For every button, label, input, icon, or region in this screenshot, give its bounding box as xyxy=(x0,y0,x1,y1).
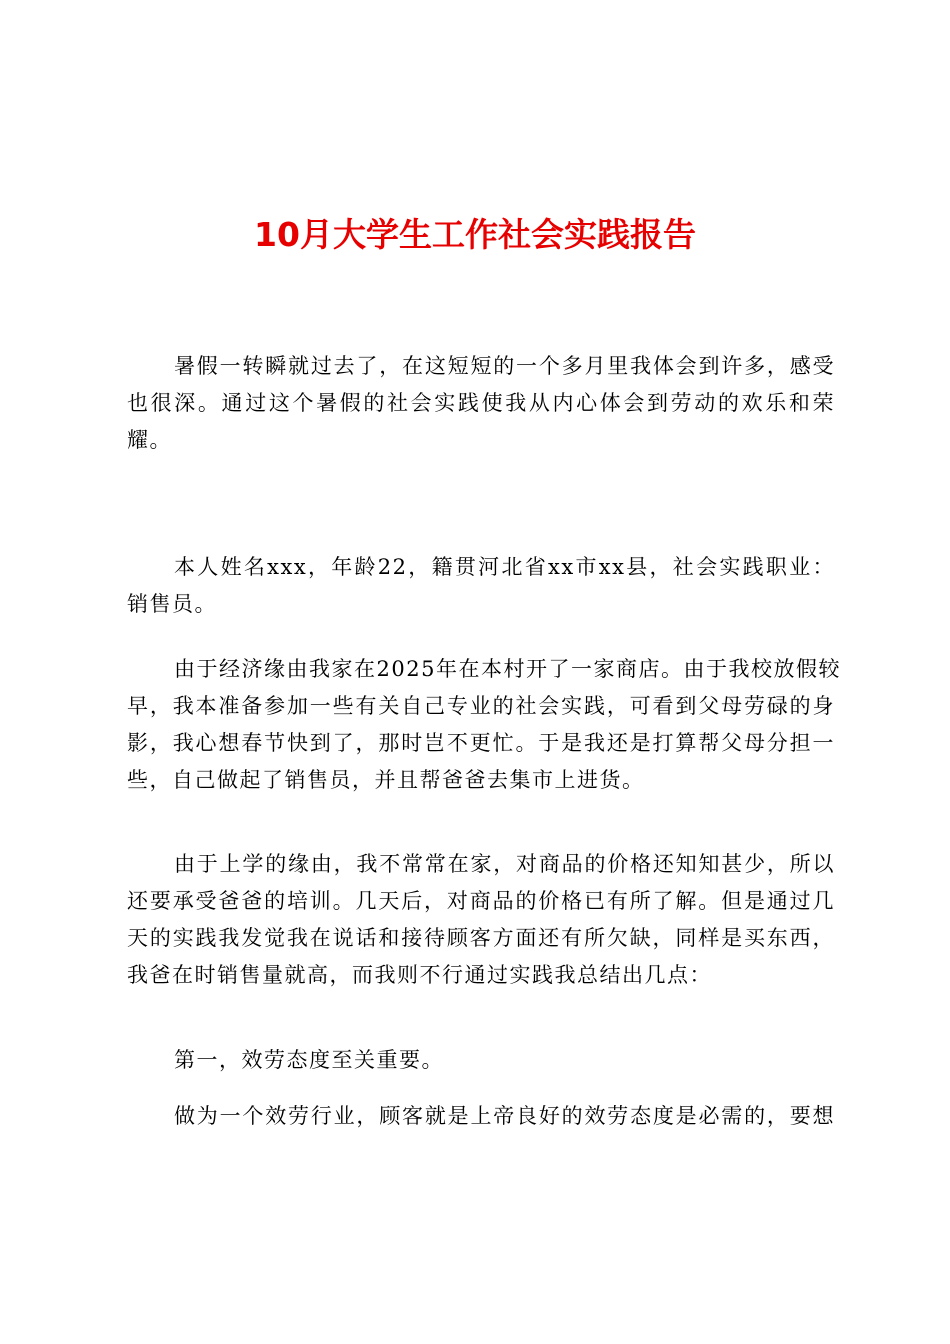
paragraph-line: 销售员。 xyxy=(127,592,217,616)
paragraph-line: 影，我心想春节快到了，那时岂不更忙。于是我还是打算帮父母分担一 xyxy=(127,731,835,755)
paragraph-line: 由于上学的缘由，我不常常在家，对商品的价格还知知甚少，所以 xyxy=(174,852,835,876)
paragraph-line: 也很深。通过这个暑假的社会实践使我从内心体会到劳动的欢乐和荣 xyxy=(127,391,835,415)
paragraph-line: 我爸在时销售量就高，而我则不行通过实践我总结出几点： xyxy=(127,963,712,987)
paragraph-line: 耀。 xyxy=(127,428,172,452)
paragraph-line: 本人姓名xxx，年龄22，籍贯河北省xx市xx县，社会实践职业： xyxy=(174,555,835,579)
paragraph-point-one xyxy=(127,1042,835,1079)
paragraph-line: 天的实践我发觉我在说话和接待顾客方面还有所欠缺，同样是买东西， xyxy=(127,926,835,950)
paragraph-intro xyxy=(127,348,835,459)
paragraph-line: 暑假一转瞬就过去了，在这短短的一个多月里我体会到许多，感受 xyxy=(174,354,835,378)
paragraph-line: 做为一个效劳行业，顾客就是上帝良好的效劳态度是必需的，要想 xyxy=(174,1104,835,1128)
paragraph-line: 第一，效劳态度至关重要。 xyxy=(174,1048,444,1072)
paragraph-line: 还要承受爸爸的培训。几天后，对商品的价格已有所了解。但是通过几 xyxy=(127,889,835,913)
paragraph-training xyxy=(127,846,835,994)
paragraph-line: 由于经济缘由我家在2025年在本村开了一家商店。由于我校放假较 xyxy=(174,657,841,681)
document-title: 10月大学生工作社会实践报告 xyxy=(254,215,696,254)
paragraph-line: 早，我本准备参加一些有关自己专业的社会实践，可看到父母劳碌的身 xyxy=(127,694,835,718)
paragraph-line: 些，自己做起了销售员，并且帮爸爸去集市上进货。 xyxy=(127,768,645,792)
paragraph-background xyxy=(127,651,841,799)
paragraph-service xyxy=(127,1098,835,1135)
paragraph-personal-info xyxy=(127,549,835,623)
